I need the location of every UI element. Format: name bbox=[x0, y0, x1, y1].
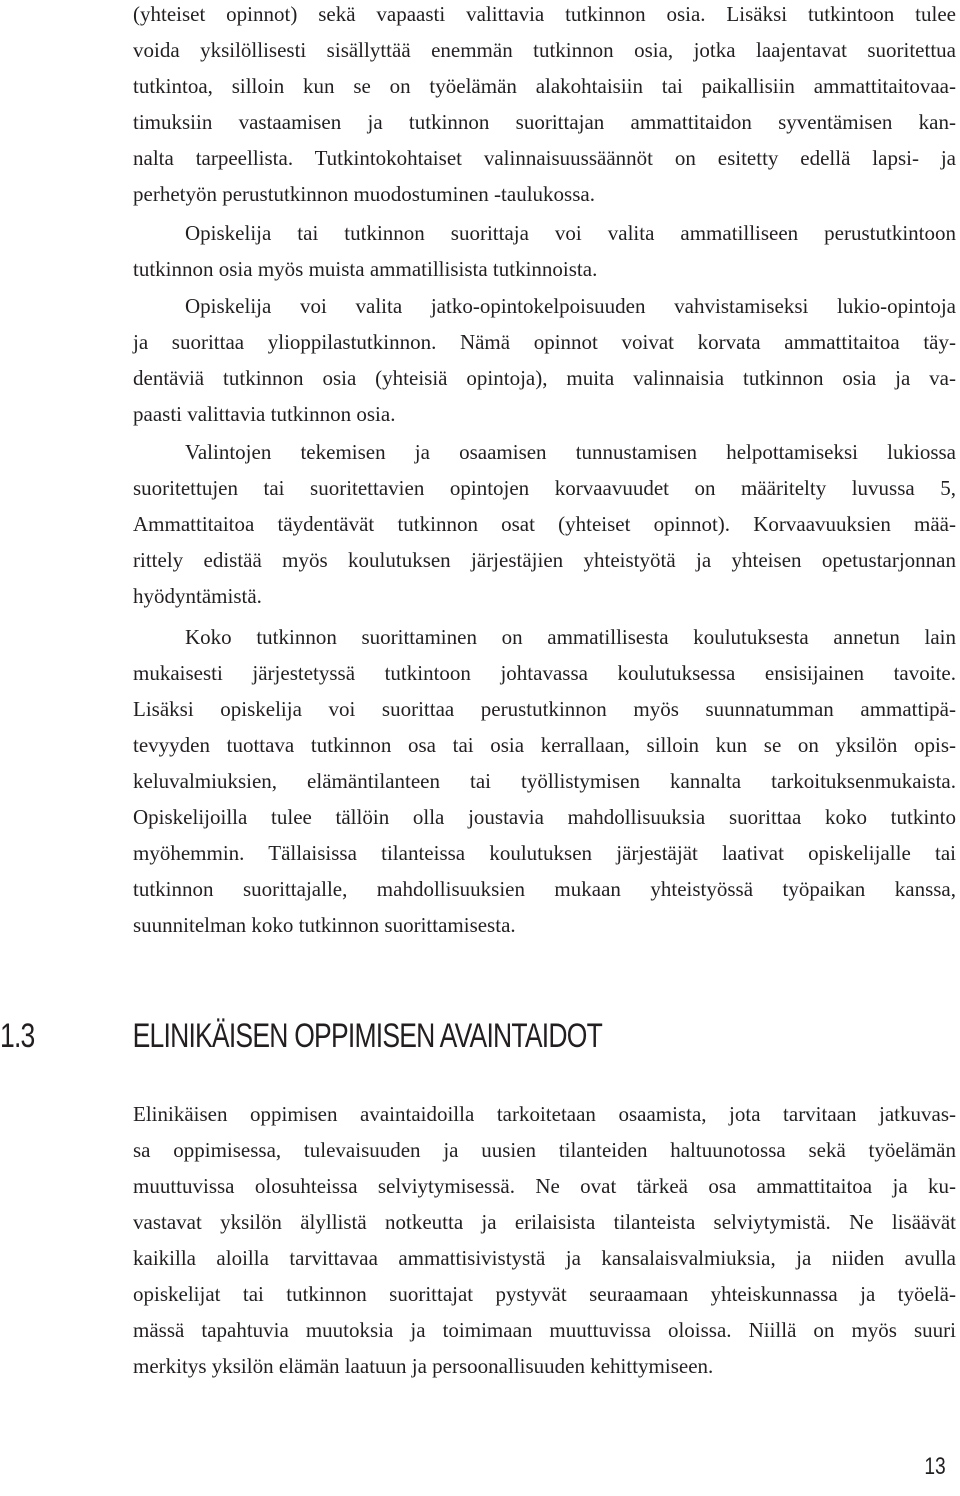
paragraph-degree-composition bbox=[133, 0, 956, 212]
text-line: tevyyden tuottava tutkinnon osa tai osia kerrallaan, silloin kun se on yksilön opis- bbox=[133, 733, 956, 757]
text-line: merkitys yksilön elämän laatuun ja persoonallisuuden kehittymiseen. bbox=[133, 1354, 714, 1378]
text-line: timuksiin vastaamisen ja tutkinnon suorittajan ammattitaidon syventämisen kan- bbox=[133, 110, 956, 134]
text-line: Opiskelija tai tutkinnon suorittaja voi valita ammatilliseen perustutkintoon bbox=[185, 221, 956, 245]
text-line: ja suorittaa ylioppilastutkinnon. Nämä opinnot voivat korvata ammattitaitoa täy- bbox=[133, 330, 956, 354]
text-line: nalta tarpeellista. Tutkintokohtaiset valinnaisuussäännöt on esitetty edellä lapsi- ja bbox=[133, 146, 956, 170]
text-line: keluvalmiuksien, elämäntilanteen tai työllistymisen kannalta tarkoituksenmukaista. bbox=[133, 769, 956, 793]
text-line: Opiskelijoilla tulee tällöin olla joustavia mahdollisuuksia suorittaa koko tutkinto bbox=[133, 805, 956, 829]
text-line: vastavat yksilön älyllistä notkeutta ja erilaisista tilanteista selviytymistä. Ne lisäävät bbox=[133, 1210, 956, 1234]
text-line: Opiskelija voi valita jatko-opintokelpoisuuden vahvistamiseksi lukio-opintoja bbox=[185, 294, 956, 318]
text-line: hyödyntämistä. bbox=[133, 584, 262, 608]
text-line: tutkinnon suorittajalle, mahdollisuuksien mukaan yhteistyössä työpaikan kanssa, bbox=[133, 877, 956, 901]
paragraph-complete-degree bbox=[133, 619, 956, 943]
text-line: kaikilla aloilla tarvittavaa ammattisivistystä ja kansalaisvalmiuksia, ja niiden avulla bbox=[133, 1246, 956, 1270]
section-title: ELINIKÄISEN OPPIMISEN AVAINTAIDOT bbox=[132, 1017, 603, 1055]
text-line: rittely edistää myös koulutuksen järjestäjien yhteistyötä ja yhteisen opetustarjonnan bbox=[133, 548, 956, 572]
section-heading bbox=[0, 1008, 749, 1064]
text-line: Elinikäisen oppimisen avaintaidoilla tarkoitetaan osaamista, jota tarvitaan jatkuvas- bbox=[133, 1102, 956, 1126]
text-line: myöhemmin. Tällaisissa tilanteissa koulutuksen järjestäjät laativat opiskelijalle tai bbox=[133, 841, 956, 865]
text-line: mukaisesti järjestetyssä tutkintoon johtavassa koulutuksessa ensisijainen tavoite. bbox=[133, 661, 956, 685]
text-line: Koko tutkinnon suorittaminen on ammatillisesta koulutuksesta annetun lain bbox=[185, 625, 956, 649]
text-line: paasti valittavia tutkinnon osia. bbox=[133, 402, 396, 426]
text-line: tutkintoa, silloin kun se on työelämän alakohtaisiin tai paikallisiin ammattitaitovaa- bbox=[133, 74, 956, 98]
text-line: sa oppimisessa, tulevaisuuden ja uusien tilanteiden haltuunotossa sekä työelämän bbox=[133, 1138, 956, 1162]
paragraph-lifelong-learning-skills bbox=[133, 1096, 956, 1384]
text-line: voida yksilöllisesti sisällyttää enemmän tutkinnon osia, jotka laajentavat suoritettua bbox=[133, 38, 956, 62]
paragraph-equivalences bbox=[133, 434, 956, 614]
text-line: opiskelijat tai tutkinnon suorittajat pystyvät seuraamaan yhteiskunnassa ja työelä- bbox=[133, 1282, 956, 1306]
section-number: 1.3 bbox=[0, 1017, 35, 1055]
page-number: 13 bbox=[924, 1453, 946, 1480]
text-line: (yhteiset opinnot) sekä vapaasti valittavia tutkinnon osia. Lisäksi tutkintoon tulee bbox=[133, 2, 956, 26]
text-line: suoritettujen tai suoritettavien opintojen korvaavuudet on määritelty luvussa 5, bbox=[133, 476, 956, 500]
text-line: Ammattitaitoa täydentävät tutkinnon osat (yhteiset opinnot). Korvaavuuksien mää- bbox=[133, 512, 956, 536]
text-line: muuttuvissa olosuhteissa selviytymisessä. Ne ovat tärkeä osa ammattitaitoa ja ku- bbox=[133, 1174, 956, 1198]
text-line: tutkinnon osia myös muista ammatillisista tutkinnoista. bbox=[133, 257, 598, 281]
text-line: mässä tapahtuvia muutoksia ja toimimaan muuttuvissa oloissa. Niillä on myös suuri bbox=[133, 1318, 956, 1342]
text-line: suunnitelman koko tutkinnon suorittamisesta. bbox=[133, 913, 516, 937]
text-line: Valintojen tekemisen ja osaamisen tunnustamisen helpottamiseksi lukiossa bbox=[185, 440, 956, 464]
paragraph-other-qualifications bbox=[133, 215, 956, 287]
text-line: dentäviä tutkinnon osia (yhteisiä opintoja), muita valinnaisia tutkinnon osia ja va- bbox=[133, 366, 956, 390]
paragraph-upper-secondary-studies bbox=[133, 288, 956, 432]
text-line: Lisäksi opiskelija voi suorittaa perustutkinnon myös suunnatumman ammattipä- bbox=[133, 697, 956, 721]
text-line: perhetyön perustutkinnon muodostuminen -taulukossa. bbox=[133, 182, 595, 206]
